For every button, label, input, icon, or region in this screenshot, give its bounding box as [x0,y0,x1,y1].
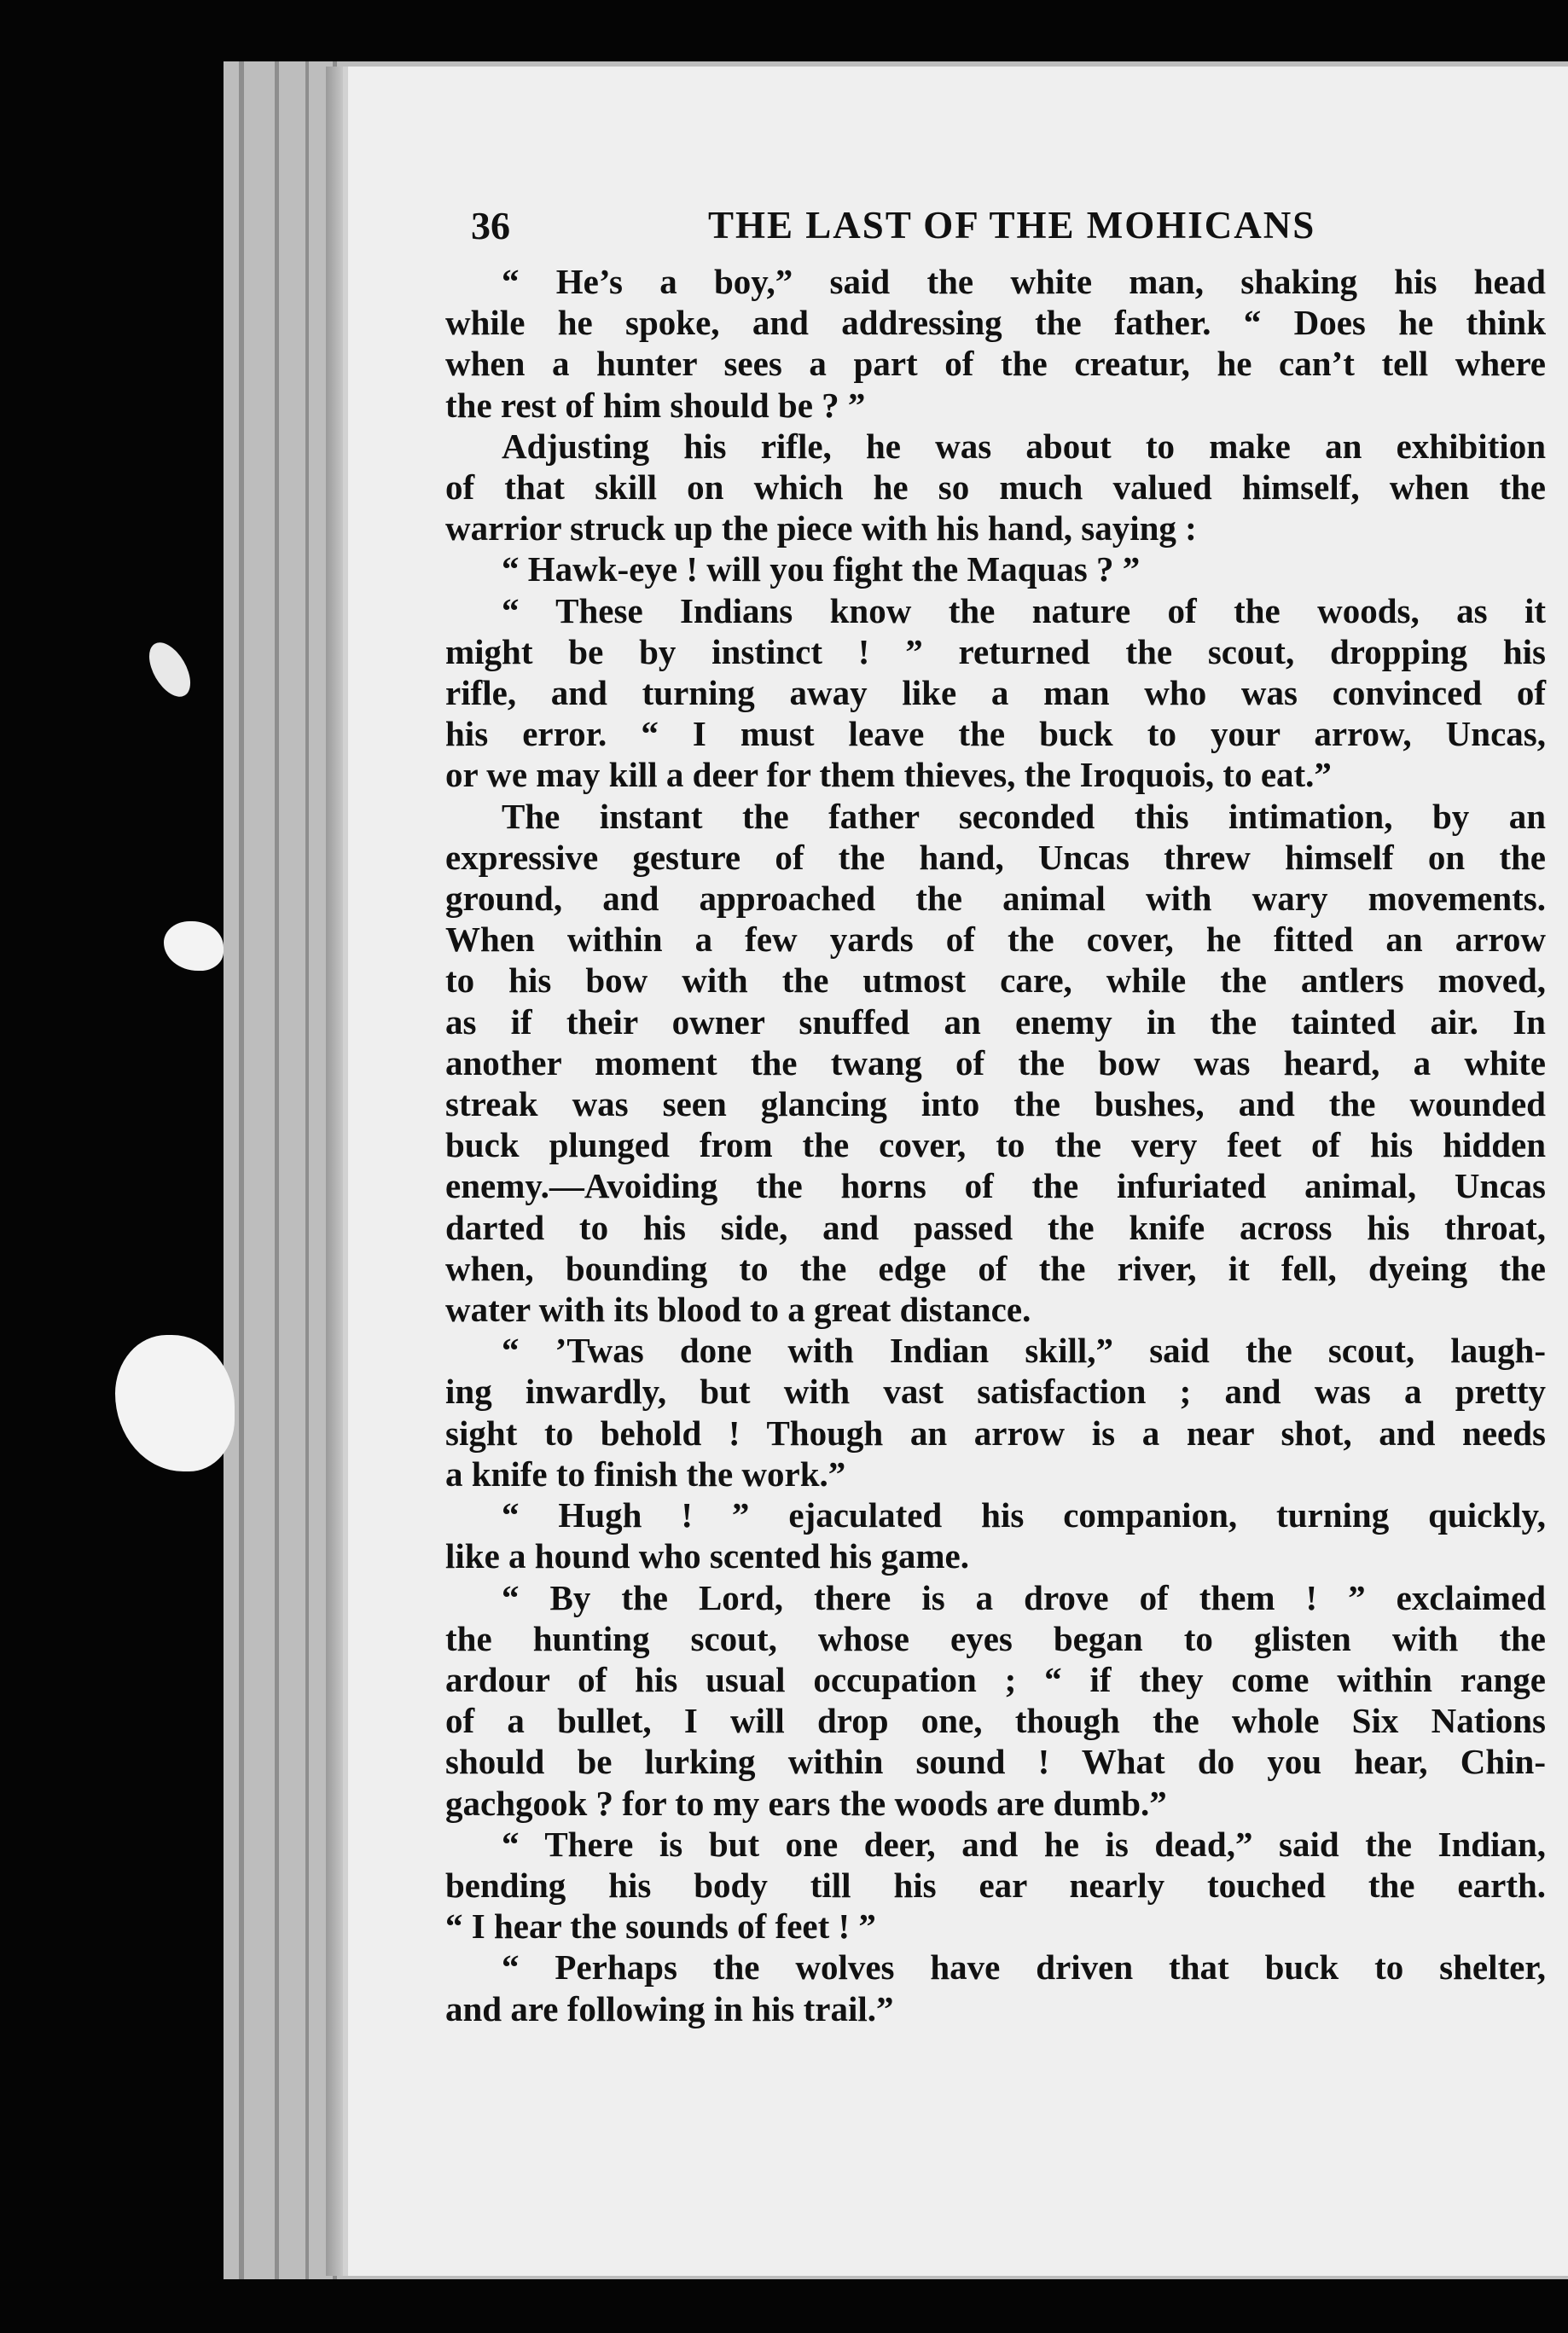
paragraph [445,1494,1546,1576]
text-line: and are following in his trail.” [445,1988,894,2028]
text-line: ardour of his usual occupation ; “ if they come within range [445,1659,1546,1699]
text-line: should be lurking within sound ! What do you hear, Chin- [445,1742,1546,1782]
text-line: “ He’s a boy,” said the white man, shaking his head [502,262,1546,301]
text-line: buck plunged from the cover, to the very feet of his hidden [445,1125,1546,1165]
page-edge [305,61,309,2279]
text-line: water with its blood to a great distance. [445,1290,1031,1330]
text-line: bending his body till his ear nearly touched the earth. [445,1865,1546,1905]
text-line: The instant the father seconded this intimation, by an [502,796,1546,836]
text-line: warrior struck up the piece with his hand, saying : [445,508,1197,548]
text-line: or we may kill a deer for them thieves, the Iroquois, to eat.” [445,755,1332,795]
paragraph [445,426,1546,549]
text-line: streak was seen glancing into the bushes, and the wounded [445,1084,1546,1124]
text-line: another moment the twang of the bow was heard, a white [445,1042,1546,1082]
running-title: THE LAST OF THE MOHICANS [708,204,1316,247]
text-line: when a hunter sees a part of the creatur, he can’t tell where [445,344,1546,384]
paragraph [445,796,1546,1331]
paragraph [445,1577,1546,1824]
paragraph [445,261,1546,426]
text-line: a knife to finish the work.” [445,1454,846,1494]
text-line: gachgook ? for to my ears the woods are dumb.” [445,1783,1167,1823]
text-line: as if their owner snuffed an enemy in the tainted air. In [445,1001,1546,1042]
paragraph [445,548,1546,589]
text-line: “ There is but one deer, and he is dead,” said the Indian, [502,1824,1546,1864]
paragraph [445,1824,1546,1947]
text-line: “ I hear the sounds of feet ! ” [445,1906,876,1947]
text-line: “ Hugh ! ” ejaculated his companion, turning quickly, [502,1495,1546,1535]
text-line: of that skill on which he so much valued himself, when the [445,467,1546,508]
text-line: of a bullet, I will drop one, though the whole Six Nations [445,1701,1546,1741]
paragraph [445,1330,1546,1494]
page-edge [275,61,279,2279]
text-line: rifle, and turning away like a man who was convinced of [445,673,1546,713]
text-line: enemy.—Avoiding the horns of the infuriated animal, Uncas [445,1166,1546,1206]
dust-mark [141,635,199,704]
text-line: ing inwardly, but with vast satisfaction ; and was a pretty [445,1372,1546,1412]
text-line: when, bounding to the edge of the river, it fell, dyeing the [445,1248,1546,1288]
text-line: “ These Indians know the nature of the woods, as it [502,590,1546,630]
page-edge [239,61,244,2279]
text-line: darted to his side, and passed the knife across his throat, [445,1207,1546,1247]
text-line: expressive gesture of the hand, Uncas threw himself on the [445,837,1546,877]
text-line: to his bow with the utmost care, while the antlers moved, [445,960,1546,1001]
text-line: ground, and approached the animal with wary movements. [445,879,1546,919]
page-header [471,203,1392,254]
text-line: When within a few yards of the cover, he fitted an arrow [445,920,1546,960]
paper-tear [164,921,224,971]
text-line: “ Perhaps the wolves have driven that buck to shelter, [502,1947,1546,1988]
text-line: “ By the Lord, there is a drove of them ! ” exclaimed [502,1577,1546,1617]
body-text [445,261,1546,2029]
page-number: 36 [471,204,510,247]
text-line: “ Hawk-eye ! will you fight the Maquas ? ” [502,549,1141,589]
text-line: like a hound who scented his game. [445,1536,969,1576]
text-line: the hunting scout, whose eyes began to glisten with the [445,1618,1546,1658]
text-line: the rest of him should be ? ” [445,385,866,425]
paragraph [445,1947,1546,2028]
paragraph [445,590,1546,796]
text-line: his error. “ I must leave the buck to your arrow, Uncas, [445,714,1546,754]
text-line: Adjusting his rifle, he was about to make an exhibition [502,426,1546,466]
text-line: sight to behold ! Though an arrow is a near shot, and needs [445,1413,1546,1453]
text-line: “ ’Twas done with Indian skill,” said the scout, laugh- [502,1331,1546,1371]
text-line: while he spoke, and addressing the father. “ Does he think [445,303,1546,343]
paper-tear [115,1335,235,1471]
text-line: might be by instinct ! ” returned the scout, dropping his [445,631,1546,671]
